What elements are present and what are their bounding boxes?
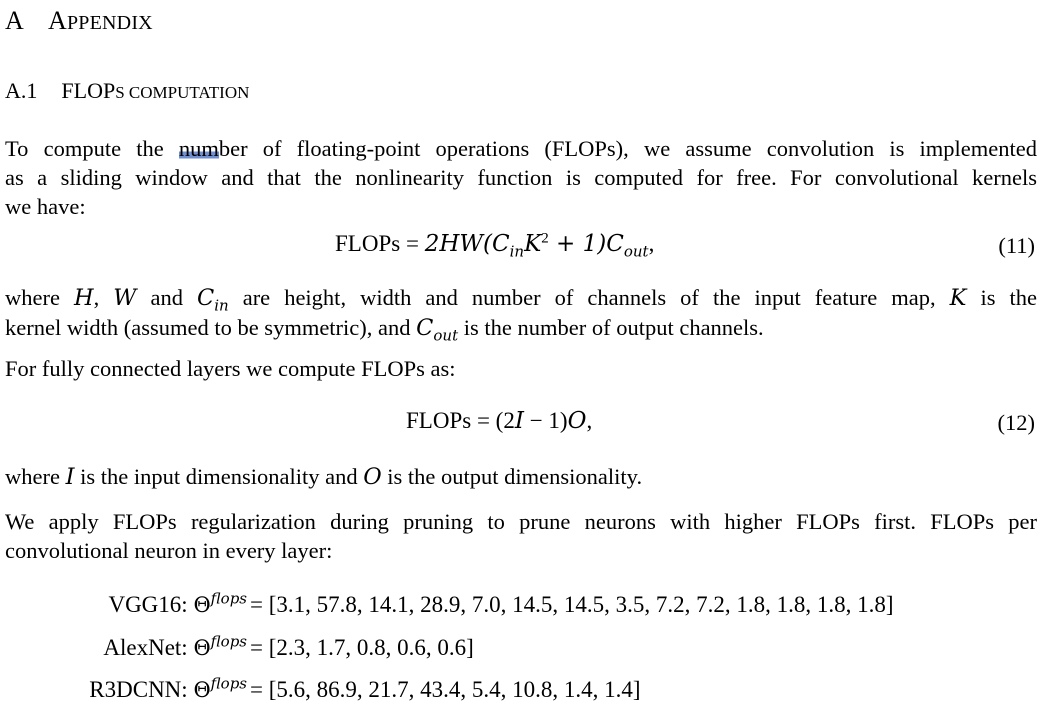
paragraph-intro — [5, 134, 1037, 221]
eq-lhs: FLOPs — [335, 231, 401, 256]
eq-superscript: 2 — [541, 230, 549, 247]
subsection-heading — [5, 78, 249, 104]
text-span: and — [136, 285, 197, 310]
math-subscript: out — [433, 326, 459, 345]
eq-term: = (2 — [471, 408, 515, 433]
equation-number-12: (12) — [997, 410, 1035, 435]
text-span: To compute the — [5, 136, 179, 161]
theta-superscript: flops — [210, 632, 247, 651]
text-span: is the input dimensionality and — [74, 464, 364, 489]
paragraph-line: we have: — [5, 194, 86, 219]
paragraph-line — [5, 134, 1037, 163]
math-var: O — [363, 464, 382, 490]
theta-superscript: flops — [210, 674, 247, 693]
section-title-rest: PPENDIX — [66, 12, 153, 34]
theta-symbol: Θ — [193, 636, 211, 660]
paragraph-line — [5, 462, 1037, 492]
section-number: A — [5, 6, 24, 35]
model-name: VGG16: — [108, 592, 194, 617]
text-span: where — [5, 285, 74, 310]
math-var: K — [949, 285, 967, 311]
flops-row-alexnet — [0, 632, 1047, 665]
text-span: is the output dimensionality. — [381, 464, 643, 489]
math-var: C — [196, 285, 215, 311]
model-name: R3DCNN: — [89, 677, 194, 702]
paragraph-line: For fully connected layers we compute FLOPs as: — [5, 356, 456, 381]
paragraph-line — [5, 313, 1037, 343]
flops-row-r3dcnn — [0, 674, 1047, 707]
text-span: is the — [966, 285, 1037, 310]
flops-row-label — [108, 589, 247, 618]
paragraph-variables — [5, 283, 1037, 343]
eq-term: − 1) — [523, 408, 568, 433]
math-var: I — [514, 408, 524, 434]
text-span: , — [93, 285, 114, 310]
section-title-initial: A — [47, 6, 67, 35]
paragraph-line: as a sliding window and that the nonlinearity function is computed for free. For convolutional kernels — [5, 165, 1037, 190]
section-heading — [5, 6, 153, 36]
math-var: W — [113, 285, 137, 311]
model-name: AlexNet: — [103, 635, 194, 660]
eq-term: + 1)C — [548, 231, 624, 257]
equation-12 — [406, 408, 592, 434]
theta-superscript: flops — [210, 589, 247, 608]
highlighted-text: num — [178, 136, 219, 161]
flops-values: = [2.3, 1.7, 0.8, 0.6, 0.6] — [250, 635, 474, 660]
math-var: H — [74, 285, 94, 311]
equation-number-11: (11) — [998, 233, 1035, 258]
paragraph-regularization — [5, 507, 1037, 565]
flops-values: = [5.6, 86.9, 21.7, 43.4, 5.4, 10.8, 1.4, 1.4] — [250, 677, 641, 702]
paragraph-line — [5, 283, 1037, 313]
equation-11 — [335, 230, 655, 261]
math-subscript: in — [214, 296, 229, 315]
eq-punct: , — [648, 231, 655, 256]
eq-punct: , — [586, 408, 593, 433]
text-span: is the number of output channels. — [458, 315, 764, 340]
theta-symbol: Θ — [193, 593, 211, 617]
subsection-number: A.1 — [5, 78, 38, 103]
flops-row-label — [103, 632, 247, 661]
flops-row-vgg16 — [0, 589, 1047, 622]
flops-row-label — [89, 674, 247, 703]
eq-term: 2HW(C — [424, 231, 510, 257]
flops-values: = [3.1, 57.8, 14.1, 28.9, 7.0, 14.5, 14.5, 3.5, 7.2, 7.2, 1.8, 1.8, 1.8, 1.8] — [250, 592, 894, 617]
paragraph-line: convolutional neuron in every layer: — [5, 538, 333, 563]
text-span: where — [5, 464, 66, 489]
text-span: kernel width (assumed to be symmetric), and — [5, 315, 417, 340]
eq-subscript: in — [509, 242, 525, 261]
eq-sign: = — [400, 231, 425, 256]
paragraph-dimensionality — [5, 462, 1037, 492]
text-span: are height, width and number of channels of the input feature map, — [228, 285, 950, 310]
eq-term: K — [524, 231, 542, 257]
subsection-title-caps: FLOP — [61, 78, 116, 103]
subsection-title-rest: S COMPUTATION — [115, 83, 250, 102]
paragraph-fc-intro — [5, 354, 1037, 383]
math-var: O — [567, 408, 587, 434]
theta-symbol: Θ — [193, 678, 211, 702]
math-var: C — [416, 315, 434, 341]
paragraph-line: We apply FLOPs regularization during pruning to prune neurons with higher FLOPs first. FLOPs per — [5, 509, 1037, 534]
text-span: ber of floating-point operations (FLOPs), we assume convolution is implemented — [218, 136, 1038, 161]
eq-subscript: out — [623, 242, 649, 261]
eq-lhs: FLOPs — [406, 408, 472, 433]
math-var: I — [65, 464, 75, 490]
